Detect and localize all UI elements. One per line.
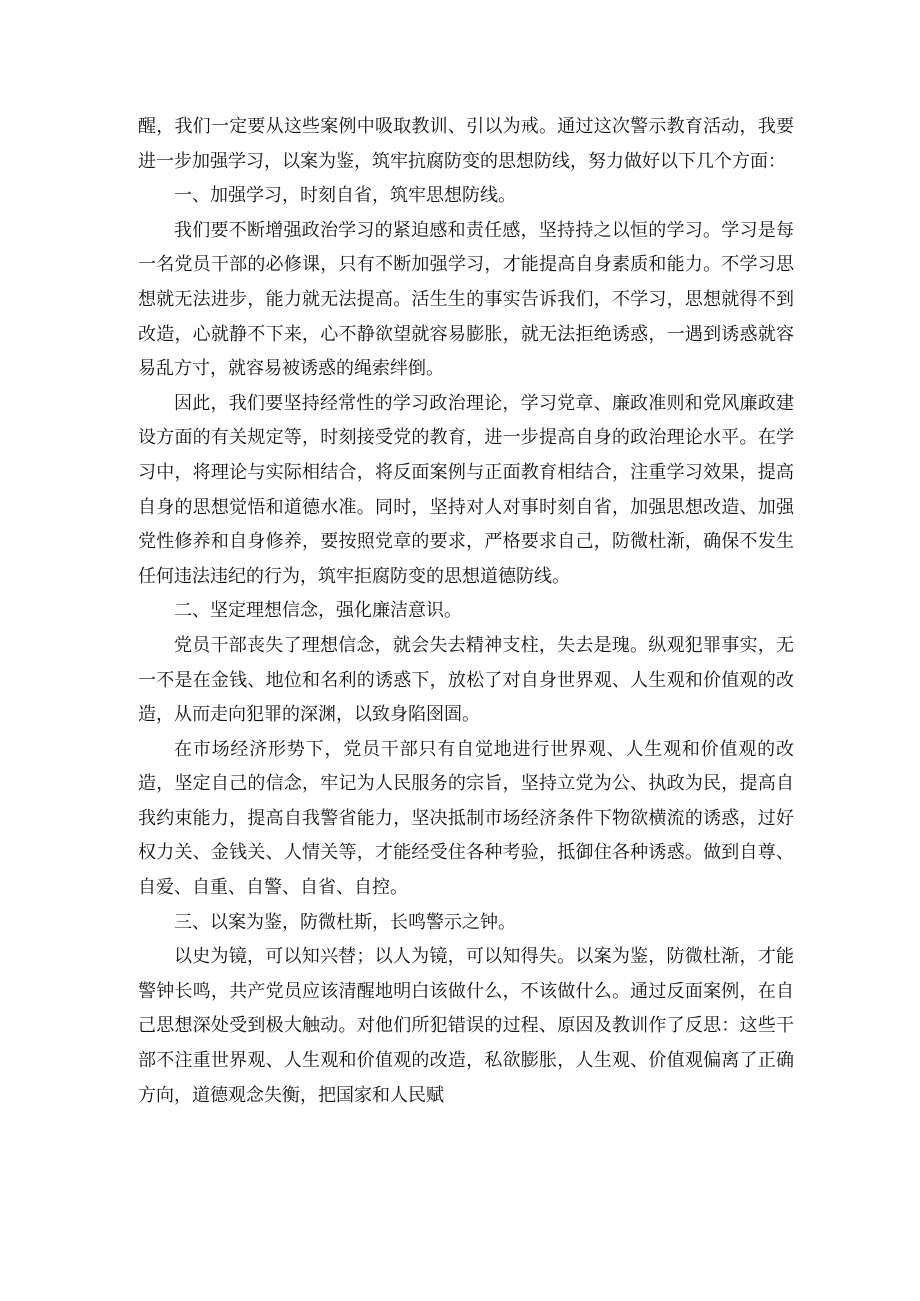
section-heading-3: 三、以案为鉴，防微杜斯，长鸣警示之钟。 xyxy=(174,911,516,933)
section-heading-1: 一、加强学习，时刻自省，筑牢思想防线。 xyxy=(174,185,516,207)
paragraph: 以史为镜，可以知兴替；以人为镜，可以知得失。以案为鉴，防微杜渐，才能警钟长鸣，共产党员应该清醒地明白该做什么，不该做什么。通过反面案例，在自己思想深处受到极大触动。对他们所犯错误的过程、原因及教训作了反思：这些干部不注重世界观、人生观和价值观的改造，私欲膨胀，人生观、价值观偏离了正确方向，道德观念失衡，把国家和人民赋 xyxy=(138,946,794,1106)
paragraph: 我们要不断增强政治学习的紧迫感和责任感，坚持持之以恒的学习。学习是每一名党员干部的必修课，只有不断加强学习，才能提高自身素质和能力。不学习思想就无法进步，能力就无法提高。活生生的事实告诉我们，不学习，思想就得不到改造，心就静不下来，心不静欲望就容易膨胀，就无法拒绝诱惑，一遇到诱惑就容易乱方寸，就容易被诱惑的绳索绊倒。 xyxy=(138,219,794,380)
paragraph-continuation: 醒，我们一定要从这些案例中吸取教训、引以为戒。通过这次警示教育活动，我要进一步加强学习，以案为鉴，筑牢抗腐防变的思想防线，努力做好以下几个方面： xyxy=(138,116,794,172)
section-heading-2: 二、坚定理想信念，强化廉洁意识。 xyxy=(174,600,462,622)
document-page xyxy=(138,110,794,1113)
paragraph: 在市场经济形势下，党员干部只有自觉地进行世界观、人生观和价值观的改造，坚定自己的信念，牢记为人民服务的宗旨，坚持立党为公、执政为民，提高自我约束能力，提高自我警省能力，坚决抵制市场经济条件下物欲横流的诱惑，过好权力关、金钱关、人情关等，才能经受住各种考验，抵御住各种诱惑。做到自尊、自爱、自重、自警、自省、自控。 xyxy=(138,738,794,899)
paragraph: 因此，我们要坚持经常性的学习政治理论，学习党章、廉政准则和党风廉政建设方面的有关规定等，时刻接受党的教育，进一步提高自身的政治理论水平。在学习中，将理论与实际相结合，将反面案例与正面教育相结合，注重学习效果，提高自身的思想觉悟和道德水准。同时，坚持对人对事时刻自省，加强思想改造、加强党性修养和自身修养，要按照党章的要求，严格要求自己，防微杜渐，确保不发生任何违法违纪的行为，筑牢拒腐防变的思想道德防线。 xyxy=(138,392,794,587)
paragraph: 党员干部丧失了理想信念，就会失去精神支柱，失去是瑰。纵观犯罪事实，无一不是在金钱、地位和名利的诱惑下，放松了对自身世界观、人生观和价值观的改造，从而走向犯罪的深渊，以致身陷囹圄。 xyxy=(138,634,794,726)
